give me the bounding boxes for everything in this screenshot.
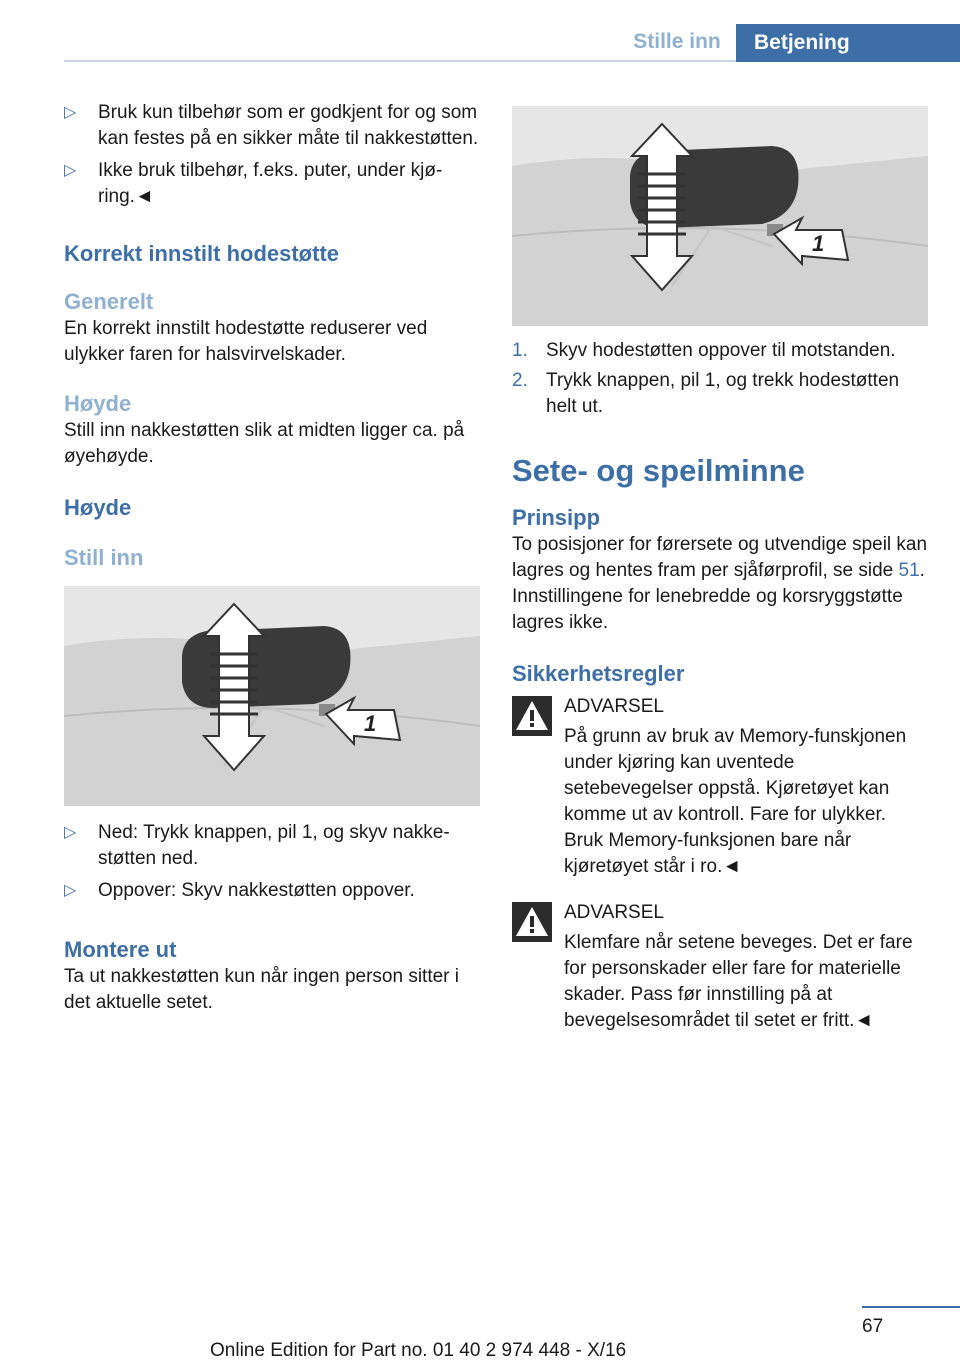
- step-number: 2.: [512, 370, 528, 391]
- triangle-bullet-icon: ▷: [64, 104, 77, 121]
- heading-korrekt: Korrekt innstilt hodestøtte: [64, 241, 340, 266]
- text-hoyde: Still inn nakkestøtten slik at midten ligger ca. på øyehøyde.: [64, 420, 465, 467]
- heading-montere: Montere ut: [64, 937, 177, 962]
- list-item: [64, 158, 480, 210]
- warning-icon: [512, 902, 552, 942]
- heading-hoyde: Høyde: [64, 495, 132, 520]
- text-prinsipp-a: To posisjoner for førersete og utvendige speil kan lagres og hentes fram per sjåførprofil, se side: [512, 534, 928, 581]
- warning-block: [512, 900, 928, 1034]
- text-generelt: En korrekt innstilt hodestøtte reduserer ved ulykker faren for halsvirvelskader.: [64, 318, 428, 365]
- warning-title: ADVARSEL: [564, 902, 664, 923]
- heading-still-inn: Still inn: [64, 545, 144, 570]
- warning-block: [512, 694, 928, 880]
- list-item: [512, 368, 928, 420]
- step-text: Trykk knappen, pil 1, og trekk hodestøtten helt ut.: [546, 370, 900, 417]
- step-number: 1.: [512, 340, 528, 361]
- footer-rule: [862, 1306, 960, 1308]
- heading-sikkerhet: Sikkerhetsregler: [512, 661, 685, 686]
- bullet-text: Bruk kun tilbehør som er godkjent for og som kan festes på en sikker måte til nakkestøtten.: [98, 102, 479, 149]
- left-column: [64, 100, 480, 1016]
- right-column: [512, 106, 928, 1034]
- heading-hoyde-sub: Høyde: [64, 391, 132, 416]
- triangle-bullet-icon: ▷: [64, 882, 77, 899]
- warning-icon: [512, 696, 552, 736]
- bullet-text: Ikke bruk tilbehør, f.eks. puter, under kjøring.◄: [98, 160, 443, 207]
- warning-body: På grunn av bruk av Memory-funskjonen under kjøring kan uventede setebevegelser oppstå. Kjøretøyet kan komme ut av kontroll. Fare for ulykker. Bruk Memory-funksjonen bare når kjøretøyet står i ro.◄: [564, 726, 907, 877]
- list-item: [512, 338, 928, 364]
- footer-edition: Online Edition for Part no. 01 40 2 974 448 - X/16: [210, 1340, 627, 1361]
- step-text: Skyv hodestøtten oppover til motstanden.: [546, 340, 896, 361]
- text-prinsipp-b: . Innstillingene for lenebredde og korsryggstøtte lagres ikke.: [512, 560, 925, 633]
- heading-sete: Sete- og speilminne: [512, 453, 805, 488]
- list-item: [64, 878, 480, 904]
- list-item: [64, 820, 480, 872]
- warning-body: Klemfare når setene beveges. Det er fare for personskader eller fare for materielle skader. Pass før innstilling på at bevegelsesområdet til setet er fritt.◄: [564, 932, 913, 1031]
- text-montere: Ta ut nakkestøtten kun når ingen person sitter i det aktuelle setet.: [64, 966, 459, 1013]
- triangle-bullet-icon: ▷: [64, 162, 77, 179]
- page-number: 67: [862, 1316, 884, 1337]
- warning-title: ADVARSEL: [564, 696, 664, 717]
- list-item: [64, 100, 480, 152]
- bullet-text: Ned: Trykk knappen, pil 1, og skyv nakkestøtten ned.: [98, 822, 450, 869]
- triangle-bullet-icon: ▷: [64, 824, 77, 841]
- figure-label: 1: [812, 231, 825, 256]
- text-prinsipp: [512, 532, 928, 636]
- bullet-text: Oppover: Skyv nakkestøtten oppover.: [98, 880, 415, 901]
- heading-prinsipp: Prinsipp: [512, 505, 601, 530]
- header-tab-chapter[interactable]: Betjening: [736, 24, 960, 62]
- heading-generelt: Generelt: [64, 289, 154, 314]
- headrest-figure: [64, 586, 480, 806]
- headrest-removal-figure: [512, 106, 928, 326]
- figure-label: 1: [364, 711, 377, 736]
- header-tab-section[interactable]: Stille inn: [633, 30, 721, 53]
- page-link[interactable]: 51: [898, 560, 920, 581]
